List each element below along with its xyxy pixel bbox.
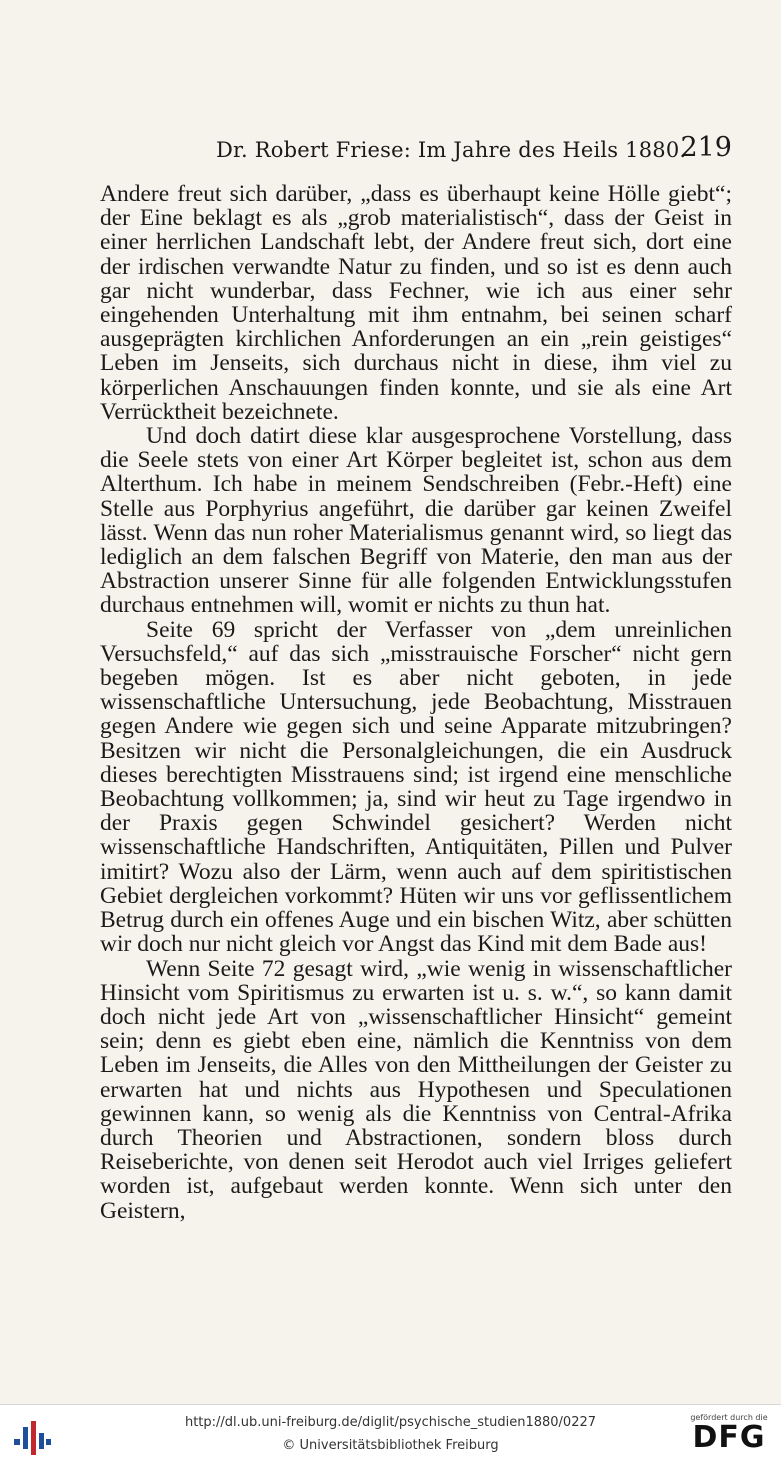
running-head: Dr. Robert Friese: Im Jahre des Heils 1880. [216,138,687,162]
source-url-link[interactable]: http://dl.ub.uni-freiburg.de/diglit/psychische_studien1880/0227 [184,1415,597,1430]
paragraph-2: Und doch datirt diese klar ausgesprochene Vorstellung, dass die Seele stets von einer Art Körper begleitet ist, schon aus dem Alterthum. Ich habe in meinem Sendschreiben (Febr.-Heft) eine Stelle aus Porphyrius angeführt, die darüber gar keinen Zweifel lässt. Wenn das nun roher Materialismus genannt wird, so liegt das lediglich an dem falschen Begriff von Materie, den man aus der Abstraction unserer Sinne für alle folgenden Entwicklungsstufen durchaus entnehmen will, womit er nichts zu thun hat. [100,423,732,619]
paragraph-1: Andere freut sich darüber, „dass es überhaupt keine Hölle giebt“; der Eine beklagt es als „grob materialistisch“, dass der Geist in einer herrlichen Landschaft lebt, der Andere freut sich, dort eine der irdischen verwandte Natur zu finden, und so ist es denn auch gar nicht wunderbar, dass Fechner, wie ich aus einer sehr eingehenden Unterhaltung mit ihm entnahm, bei seinen scharf ausgeprägten kirchlichen Anforderungen an ein „rein geistiges“ Leben im Jenseits, sich durchaus nicht in diese, ihm viel zu körperlichen Anschauungen finden konnte, und sie als eine Art Verrücktheit bezeichnete. [100,181,732,425]
dfg-funding-text: gefördert durch die [690,1413,768,1422]
body-text [100,182,732,1223]
viewer-footer [0,1404,781,1465]
paragraph-4: Wenn Seite 72 gesagt wird, „wie wenig in wissenschaftlicher Hinsicht vom Spiritismus zu erwarten ist u. s. w.“, so kann damit doch nicht jede Art von „wissenschaftlicher Hinsicht“ gemeint sein; denn es giebt eben eine, nämlich die Kenntniss von dem Leben im Jenseits, die Alles von den Mittheilungen der Geister zu erwarten hat und nichts aus Hypothesen und Speculationen gewinnen kann, so wenig als die Kenntniss von Central-Afrika durch Theorien und Abstractionen, sondern bloss durch Reiseberichte, von denen seit Herodot auch viel Irriges geliefert worden ist, aufgebaut werden konnte. Wenn sich unter den Geistern, [100,955,732,1224]
page-header [100,132,732,166]
paragraph-3: Seite 69 spricht der Verfasser von „dem unreinlichen Versuchsfeld,“ auf das sich „misstrauische Forscher“ nicht gern begeben mögen. Ist es aber nicht geboten, in jede wissenschaftliche Untersuchung, jede Beobachtung, Misstrauen gegen Andere wie gegen sich und seine Apparate mitzubringen? Besitzen wir nicht die Personalgleichungen, die ein Ausdruck dieses berechtigten Misstrauens sind; ist irgend eine menschliche Beobachtung vollkommen; ja, sind wir heut zu Tage irgendwo in der Praxis gegen Schwindel gesichert? Werden nicht wissenschaftliche Handschriften, Antiquitäten, Pillen und Pulver imitirt? Wozu also der Lärm, wenn auch auf dem spiritistischen Gebiet dergleichen vorkommt? Hüten wir uns vor geflissentlichem Betrug durch ein offenes Auge und ein bischen Witz, aber schütten wir doch nur nicht gleich vor Angst das Kind mit dem Bade aus! [100,616,732,958]
dfg-wordmark: DFG [692,1420,766,1455]
dfg-logo [687,1413,771,1461]
page-number: 219 [680,132,732,163]
copyright-notice: © Universitätsbibliothek Freiburg [282,1438,499,1453]
